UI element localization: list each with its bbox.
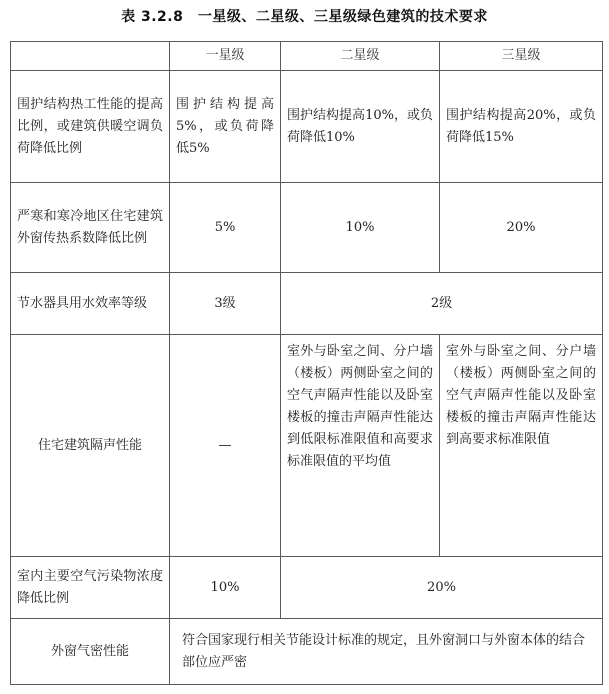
row-label: 住宅建筑隔声性能: [11, 335, 170, 557]
row-label: 室内主要空气污染物浓度降低比例: [11, 557, 170, 619]
row-label: 严寒和寒冷地区住宅建筑外窗传热系数降低比例: [11, 183, 170, 273]
cell-one-star: 10%: [170, 557, 281, 619]
cell-three-star: 20%: [440, 183, 603, 273]
table-row: [11, 273, 603, 335]
cell-two-star: 室外与卧室之间、分户墙（楼板）两侧卧室之间的空气声隔声性能以及卧室楼板的撞击声隔声性能达到低限标准限值和高要求标准限值的平均值: [281, 335, 440, 557]
table-row: [11, 335, 603, 557]
header-one-star: 一星级: [170, 42, 281, 71]
table-row: [11, 557, 603, 619]
cell-three-star: 围护结构提高20%，或负荷降低15%: [440, 71, 603, 183]
cell-two-three-star: 2级: [281, 273, 603, 335]
cell-two-star: 围护结构提高10%，或负荷降低10%: [281, 71, 440, 183]
header-two-star: 二星级: [281, 42, 440, 71]
table-row: [11, 71, 603, 183]
cell-one-star: 3级: [170, 273, 281, 335]
table-row: [11, 183, 603, 273]
table-row: [11, 619, 603, 685]
header-blank: [11, 42, 170, 71]
cell-one-star: 5%: [170, 183, 281, 273]
header-row: [11, 42, 603, 71]
table-caption: 表 3.2.8 一星级、二星级、三星级绿色建筑的技术要求: [121, 9, 488, 25]
cell-one-star: —: [170, 335, 281, 557]
row-label: 外窗气密性能: [11, 619, 170, 685]
row-label: 节水器具用水效率等级: [11, 273, 170, 335]
cell-two-star: 10%: [281, 183, 440, 273]
header-three-star: 三星级: [440, 42, 603, 71]
requirements-table: [10, 41, 603, 685]
cell-three-star: 室外与卧室之间、分户墙（楼板）两侧卧室之间的空气声隔声性能以及卧室楼板的撞击声隔声性能达到高要求标准限值: [440, 335, 603, 557]
cell-two-three-star: 20%: [281, 557, 603, 619]
cell-one-star: 围护结构提高5%，或负荷降低5%: [170, 71, 281, 183]
cell-all-levels: 符合国家现行相关节能设计标准的规定，且外窗洞口与外窗本体的结合部位应严密: [170, 619, 603, 685]
row-label: 围护结构热工性能的提高比例，或建筑供暖空调负荷降低比例: [11, 71, 170, 183]
